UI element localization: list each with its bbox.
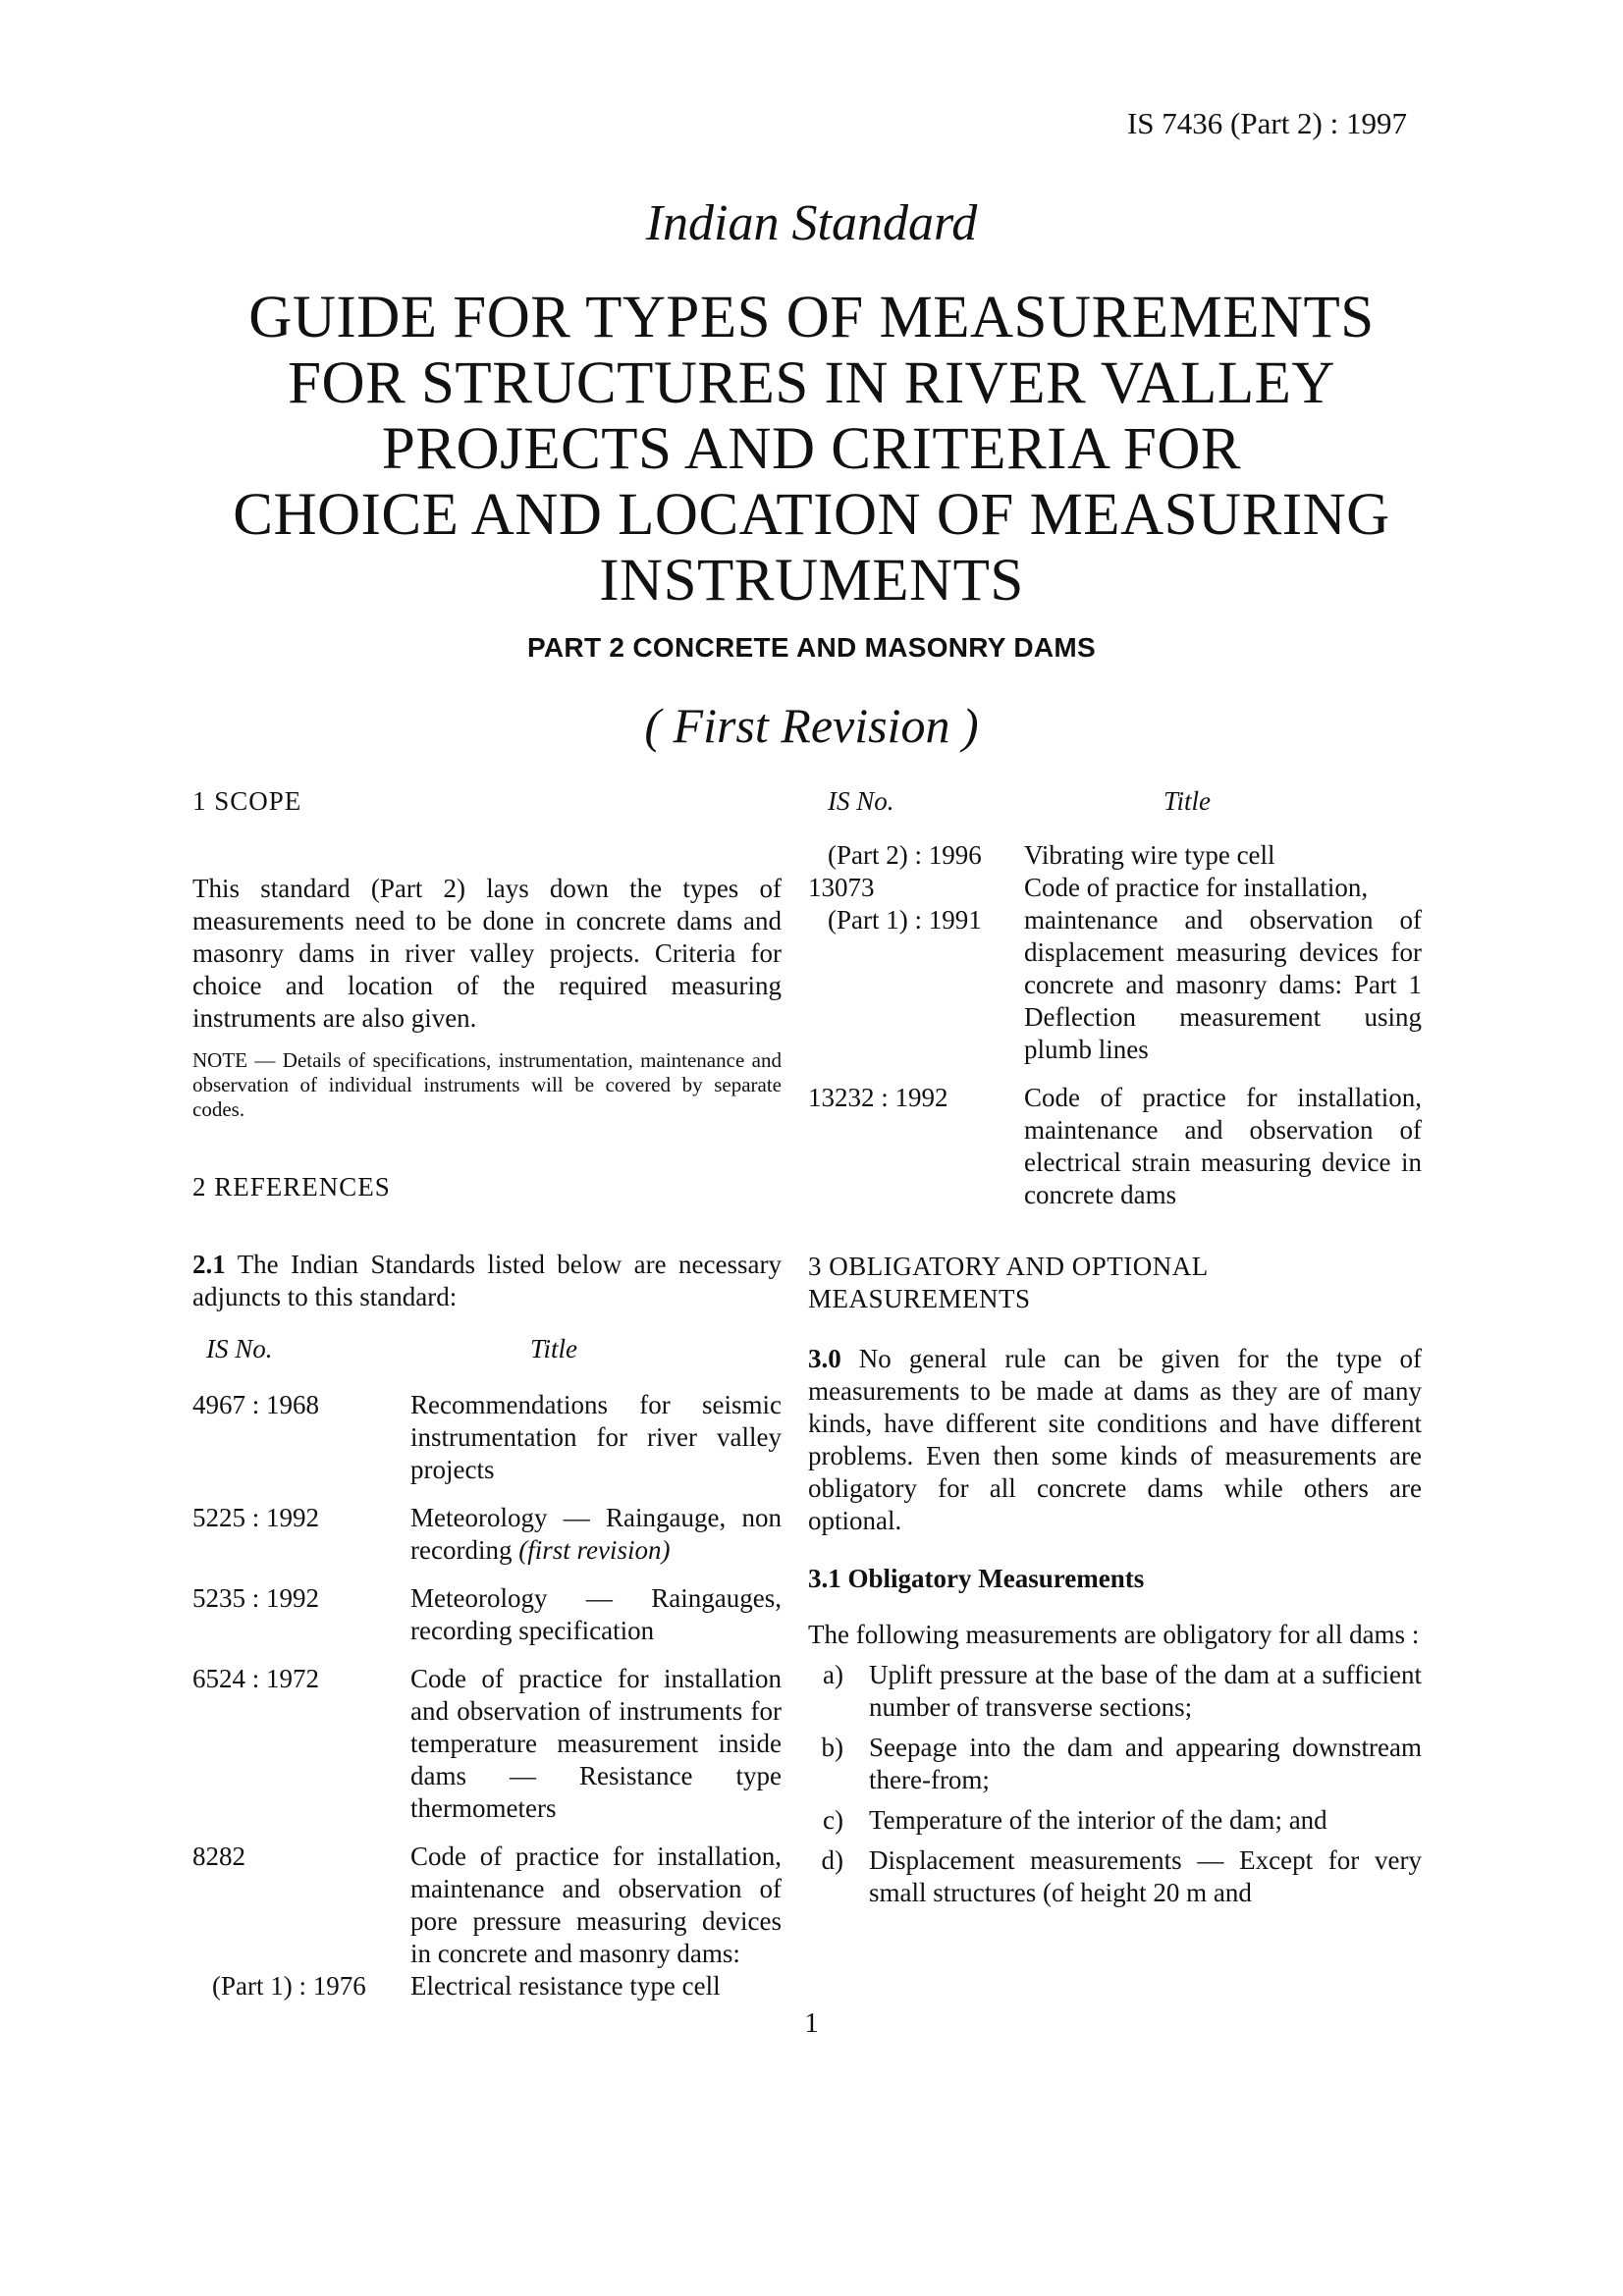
table-row xyxy=(192,1970,782,2002)
ref-is-no: 6524 : 1972 xyxy=(192,1664,320,1693)
scope-paragraph: This standard (Part 2) lays down the types of measurements need to be done in concrete dams and masonry dams in river valley projects. Criteria for choice and location of the required measuring instruments are also given. xyxy=(192,874,782,1033)
references-table-header xyxy=(192,1333,782,1365)
list-text: Temperature of the interior of the dam; and xyxy=(869,1805,1327,1835)
obligatory-heading: 3 OBLIGATORY AND OPTIONAL MEASUREMENTS xyxy=(808,1252,1208,1313)
revision-label: ( First Revision ) xyxy=(644,698,979,753)
table-row xyxy=(192,1582,782,1647)
table-row xyxy=(192,1663,782,1825)
list-text: Displacement measurements — Except for very small structures (of height 20 m and xyxy=(869,1845,1422,1907)
ref-is-no: 13232 : 1992 xyxy=(808,1083,948,1112)
table-row xyxy=(192,1502,782,1567)
references-table-header xyxy=(808,785,1422,818)
clause-number: 3.0 xyxy=(808,1344,841,1373)
ref-is-no: 8282 xyxy=(192,1842,245,1871)
ref-title: Code of practice for installation, xyxy=(1024,873,1369,902)
ref-is-no: 5225 : 1992 xyxy=(192,1503,320,1532)
ref-is-no: 13073 xyxy=(808,873,875,902)
standard-number: IS 7436 (Part 2) : 1997 xyxy=(1126,106,1407,140)
table-row xyxy=(192,1389,782,1486)
list-text: Uplift pressure at the base of the dam at a sufficient number of transverse sections; xyxy=(869,1660,1422,1722)
references-intro-text: The Indian Standards listed below are necessary adjuncts to this standard: xyxy=(192,1250,782,1311)
list-marker: c) xyxy=(823,1805,843,1835)
references-table xyxy=(192,1389,782,2002)
revision-note: (first revision) xyxy=(518,1535,671,1565)
ref-title: maintenance and observation of displacement measuring devices for concrete and masonry dams: Part 1 Deflection measurement using plumb lines xyxy=(1024,905,1422,1064)
ref-title xyxy=(410,1502,782,1567)
scope-heading: 1 SCOPE xyxy=(192,786,302,816)
ref-is-no: 4967 : 1968 xyxy=(192,1390,320,1419)
obligatory-intro: The following measurements are obligatory for all dams : xyxy=(808,1620,1420,1649)
list-item xyxy=(808,1659,1422,1724)
ref-title: Recommendations for seismic instrumentation for river valley projects xyxy=(410,1390,782,1484)
table-row xyxy=(808,1082,1422,1211)
page-number: 1 xyxy=(804,2007,819,2039)
ref-title: Code of practice for installation, maintenance and observation of electrical strain measuring device in concrete dams xyxy=(1024,1083,1422,1209)
is-no-header: IS No. xyxy=(206,1334,273,1363)
indian-standard-kicker: Indian Standard xyxy=(645,195,978,251)
title-line: PROJECTS AND CRITERIA FOR xyxy=(381,416,1242,482)
scope-note: NOTE — Details of specifications, instrumentation, maintenance and observation of individual instruments will be covered by separate codes. xyxy=(192,1048,782,1121)
clause-number: 2.1 xyxy=(192,1250,226,1279)
table-row xyxy=(808,904,1422,1066)
ref-is-no: (Part 1) : 1991 xyxy=(828,905,982,934)
right-column xyxy=(808,785,1422,1917)
clause-3-0-text: No general rule can be given for the type of measurements to be made at dams as they are of many kinds, have different site conditions and have different problems. Even then some kinds of measurements are obligatory for all concrete dams while others are optional. xyxy=(808,1344,1422,1535)
list-item xyxy=(808,1732,1422,1796)
title-line: CHOICE AND LOCATION OF MEASURING xyxy=(233,482,1390,548)
clause-3-0 xyxy=(808,1343,1422,1537)
table-row xyxy=(808,839,1422,872)
ref-title: Code of practice for installation, maintenance and observation of pore pressure measuring devices in concrete and masonry dams: xyxy=(410,1842,782,1968)
list-text: Seepage into the dam and appearing downstream there-from; xyxy=(869,1733,1422,1794)
document-title xyxy=(147,285,1476,614)
ref-is-no: (Part 2) : 1996 xyxy=(828,840,982,870)
ref-title-text: Meteorology — Raingauge, non recording xyxy=(410,1503,782,1565)
list-item xyxy=(808,1844,1422,1909)
list-marker: a) xyxy=(823,1660,843,1689)
ref-is-no: 5235 : 1992 xyxy=(192,1583,320,1613)
ref-title: Electrical resistance type cell xyxy=(410,1971,721,2001)
title-line: FOR STRUCTURES IN RIVER VALLEY xyxy=(288,350,1335,416)
ref-is-no: (Part 1) : 1976 xyxy=(212,1971,366,2001)
ref-title: Meteorology — Raingauges, recording specification xyxy=(410,1583,782,1645)
list-item xyxy=(808,1804,1422,1837)
obligatory-list xyxy=(808,1659,1422,1909)
table-row xyxy=(808,872,1422,904)
title-header: Title xyxy=(530,1334,578,1363)
list-marker: b) xyxy=(821,1733,843,1762)
part-heading: PART 2 CONCRETE AND MASONRY DAMS xyxy=(527,632,1096,663)
list-marker: d) xyxy=(821,1845,843,1875)
references-intro xyxy=(192,1249,782,1313)
title-line: INSTRUMENTS xyxy=(599,548,1024,614)
title-header: Title xyxy=(1163,786,1212,816)
left-column xyxy=(192,785,782,2002)
table-row xyxy=(192,1841,782,1970)
references-heading: 2 REFERENCES xyxy=(192,1172,391,1201)
ref-title: Vibrating wire type cell xyxy=(1024,840,1275,870)
obligatory-subheading: 3.1 Obligatory Measurements xyxy=(808,1564,1145,1593)
ref-title: Code of practice for installation and observation of instruments for temperature measurement inside dams — Resistance type thermometers xyxy=(410,1664,782,1823)
is-no-header: IS No. xyxy=(828,786,894,816)
references-table-continued xyxy=(808,839,1422,1211)
title-line: GUIDE FOR TYPES OF MEASUREMENTS xyxy=(248,285,1375,350)
